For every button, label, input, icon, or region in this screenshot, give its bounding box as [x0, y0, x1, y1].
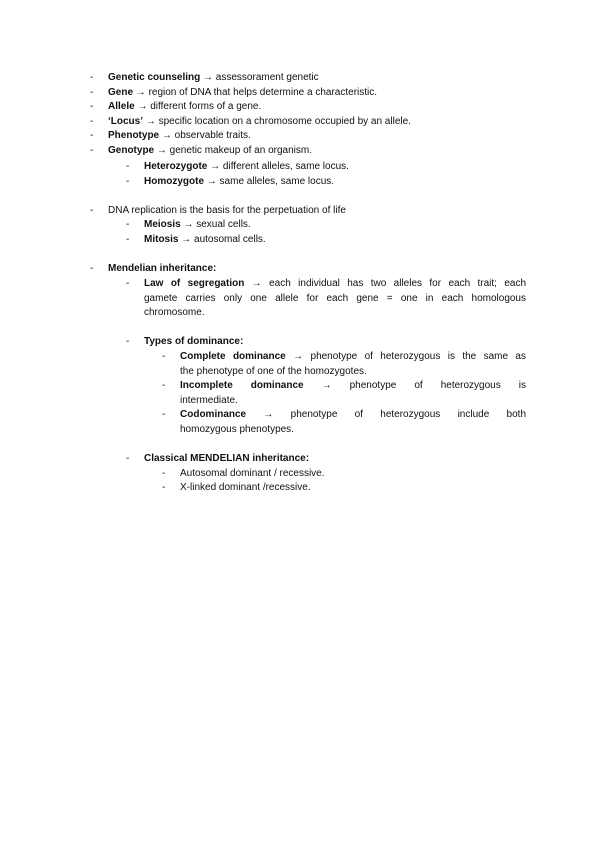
bullet-marker: -	[126, 219, 130, 230]
bullet-marker: -	[90, 115, 94, 127]
bullet-marker: -	[126, 233, 130, 245]
definition: → sexual cells.	[183, 219, 251, 230]
definition: → phenotype of heterozygous is	[321, 380, 526, 391]
term: Complete dominance	[180, 351, 286, 362]
bullet-marker: -	[162, 380, 166, 391]
bullet-marker: -	[126, 161, 130, 172]
incomplete-line-1	[180, 379, 526, 394]
codominance-line-2: homozygous phenotypes.	[180, 423, 294, 435]
bullet-marker: -	[126, 278, 130, 289]
bullet-marker: -	[90, 72, 94, 83]
bullet-marker: -	[90, 263, 94, 274]
codominance-line-1	[180, 408, 526, 423]
definition: → different forms of a gene.	[137, 101, 262, 112]
bullet-marker: -	[90, 130, 94, 141]
definition: → same alleles, same locus.	[206, 175, 335, 187]
bullet-marker: -	[126, 336, 130, 347]
bullet-marker: -	[126, 175, 130, 187]
replication-text: DNA replication is the basis for the perpetuation of life	[108, 204, 346, 216]
term: Meiosis	[144, 219, 181, 230]
bullet-marker: -	[90, 101, 94, 112]
definition: → region of DNA that helps determine a characteristic.	[135, 86, 378, 98]
term: Mitosis	[144, 233, 179, 245]
bullet-marker: -	[90, 144, 94, 156]
definition: → phenotype of heterozygous is the same as	[293, 351, 526, 362]
bullet-marker: -	[90, 204, 94, 216]
complete-line-2: the phenotype of one of the homozygotes.	[180, 365, 367, 377]
incomplete-line-2: intermediate.	[180, 394, 238, 406]
definition: → assessorament genetic	[203, 72, 319, 83]
segregation-line-3: chromosome.	[144, 307, 205, 318]
term: Incomplete dominance	[180, 380, 304, 391]
definition: → specific location on a chromosome occupied by an allele.	[145, 115, 411, 127]
term: Gene	[108, 86, 134, 98]
segregation-line-2: gamete carries only one allele for each gene = one in each homologous	[144, 292, 526, 304]
section-heading: Mendelian inheritance:	[108, 263, 217, 274]
definition: → different alleles, same locus.	[210, 161, 349, 172]
definition: → observable traits.	[161, 130, 251, 141]
term: Law of segregation	[144, 278, 245, 289]
dominance-heading: Types of dominance:	[144, 336, 244, 347]
term: Allele	[108, 101, 135, 112]
bullet-marker: -	[162, 409, 166, 420]
term: Heterozygote	[144, 161, 208, 172]
definition: → genetic makeup of an organism.	[156, 144, 312, 156]
term: ‘Locus’	[108, 115, 144, 127]
bullet-marker: -	[162, 482, 166, 493]
bullet-marker: -	[90, 86, 94, 98]
complete-line-1	[180, 350, 526, 365]
definition: → autosomal cells.	[181, 233, 266, 245]
term: Phenotype	[108, 130, 160, 141]
term: Homozygote	[144, 175, 204, 187]
term: Genetic counseling	[108, 72, 201, 83]
classical-item: X-linked dominant /recessive.	[180, 482, 311, 493]
segregation-line-1	[144, 277, 526, 292]
bullet-marker: -	[162, 351, 166, 362]
definition: → phenotype of heterozygous include both	[263, 409, 526, 420]
term: Codominance	[180, 409, 247, 420]
bullet-marker: -	[162, 467, 166, 479]
term: Genotype	[108, 144, 155, 156]
classical-heading: Classical MENDELIAN inheritance:	[144, 453, 310, 464]
bullet-marker: -	[126, 453, 130, 464]
classical-item: Autosomal dominant / recessive.	[180, 467, 325, 479]
definition: → each individual has two alleles for each trait; each	[251, 278, 527, 289]
